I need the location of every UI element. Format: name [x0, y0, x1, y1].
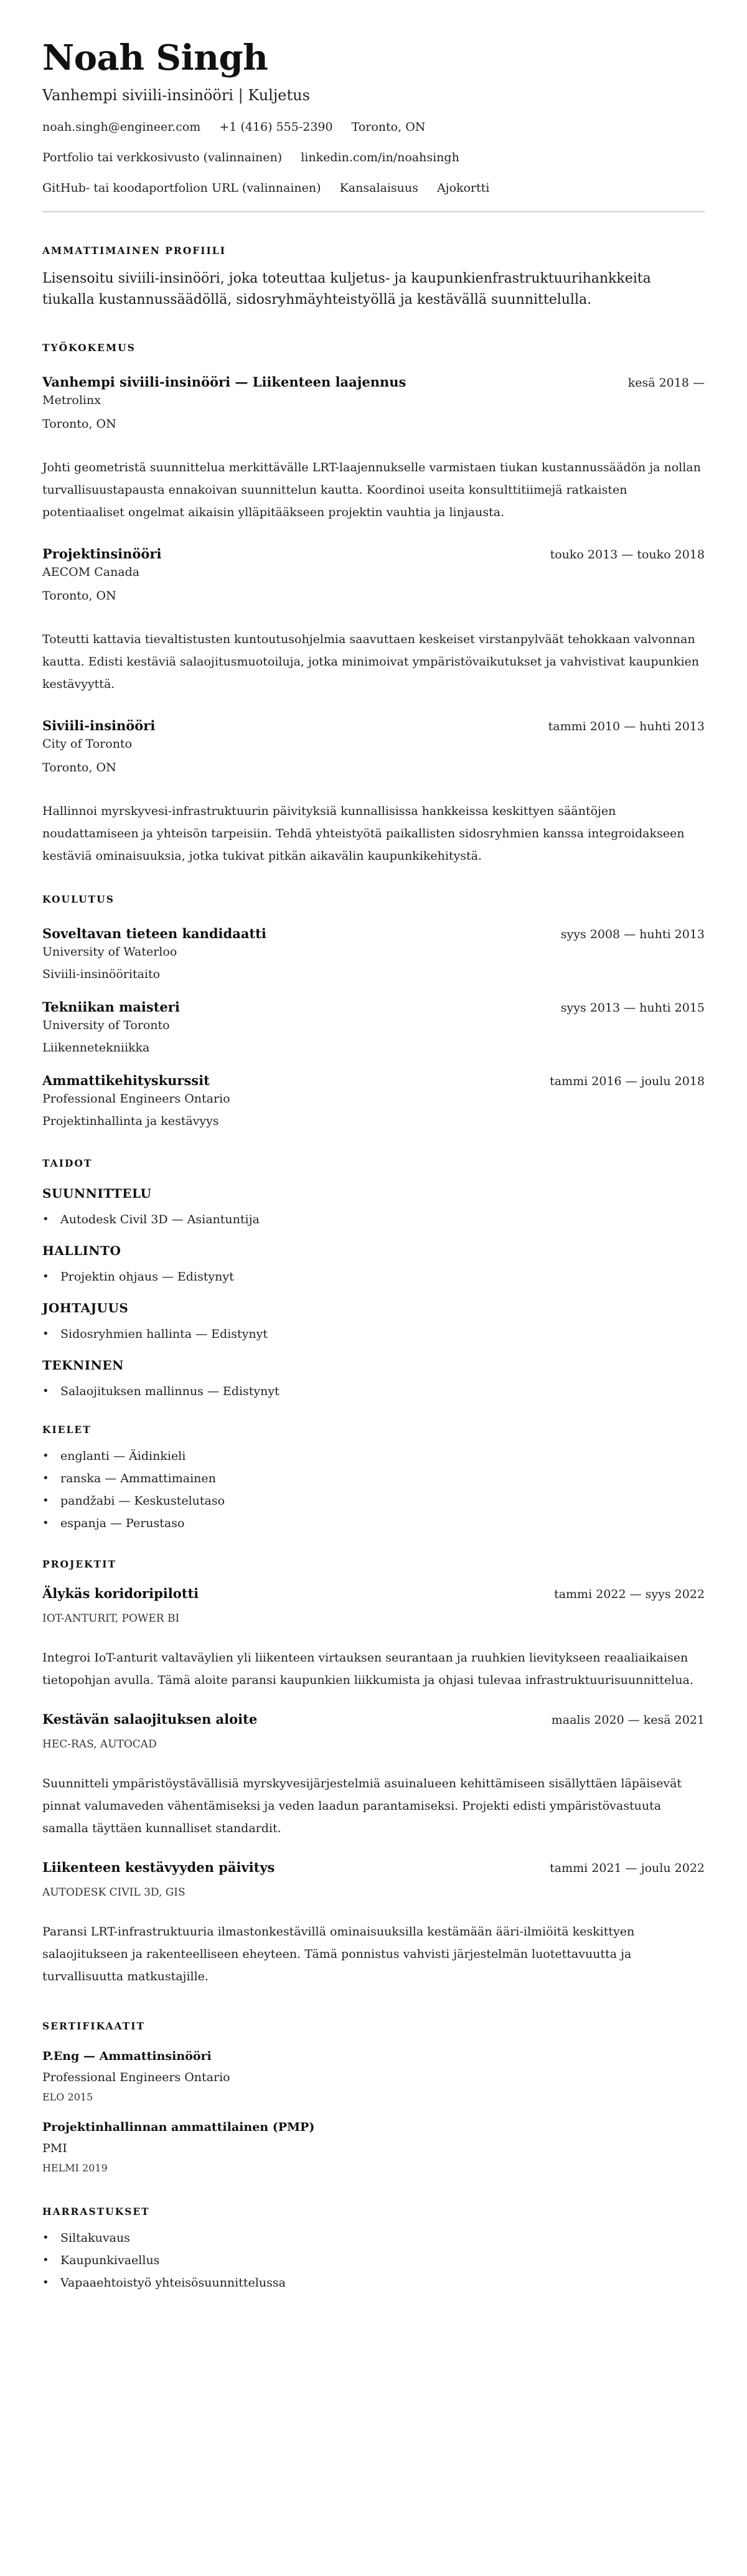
job-dates: touko 2013 — touko 2018 — [550, 548, 705, 562]
section-title-education: KOULUTUS — [42, 893, 115, 905]
job-entry — [42, 545, 705, 695]
contact-info — [42, 120, 705, 195]
skill-list — [42, 1268, 705, 1286]
section-hobbies — [42, 2206, 705, 2292]
certification-entry — [42, 2047, 705, 2105]
certification-title: Projektinhallinnan ammattilainen (PMP) — [42, 2120, 315, 2134]
school-name: University of Toronto — [42, 1018, 170, 1032]
job-title: Projektinsinööri — [42, 546, 162, 562]
skill-item: • Autodesk Civil 3D — Asiantuntija — [42, 1211, 705, 1228]
project-tech: HEC-RAS, AUTOCAD — [42, 1738, 157, 1751]
section-languages — [42, 1424, 705, 1532]
skill-category: JOHTAJUUS — [42, 1300, 129, 1315]
certification-issuer: PMI — [42, 2141, 67, 2155]
candidate-headline: Vanhempi siviili-insinööri | Kuljetus — [42, 87, 310, 104]
project-dates: tammi 2021 — joulu 2022 — [550, 1861, 705, 1875]
hobby-item: • Siltakuvaus — [42, 2229, 705, 2247]
job-title: Vanhempi siviili-insinööri — Liikenteen laajennus — [42, 374, 406, 390]
skill-item: • Sidosryhmien hallinta — Edistynyt — [42, 1325, 705, 1343]
certification-date: HELMI 2019 — [42, 2162, 108, 2174]
job-dates: tammi 2010 — huhti 2013 — [548, 720, 705, 733]
location: Toronto, ON — [351, 120, 426, 134]
section-skills — [42, 1157, 705, 1400]
section-title-profile: AMMATTIMAINEN PROFIILI — [42, 245, 226, 256]
section-education — [42, 893, 705, 1130]
job-location: Toronto, ON — [42, 417, 116, 431]
project-tech: IOT-ANTURIT, POWER BI — [42, 1612, 180, 1625]
email-link[interactable]: noah.singh@engineer.com — [42, 120, 201, 134]
citizenship: Kansalaisuus — [339, 181, 418, 195]
job-company: City of Toronto — [42, 737, 133, 751]
project-entry — [42, 1710, 705, 1840]
certification-entry — [42, 2118, 705, 2176]
degree-title: Ammattikehityskurssit — [42, 1073, 210, 1088]
section-work-experience — [42, 342, 705, 867]
skill-list — [42, 1383, 705, 1400]
hobby-item: • Vapaaehtoistyö yhteisösuunnittelussa — [42, 2274, 705, 2292]
project-description: Suunnitteli ympäristöystävällisiä myrskyvesijärjestelmiä asuinalueen kehittämiseen sisällyttäen läpäisevät pinnat valumaveden vähentämiseksi ja veden laadun parantamiseksi. Projekti edisti ympäristövastuuta samalla täyttäen kunnalliset standardit. — [42, 1777, 682, 1835]
education-dates: tammi 2016 — joulu 2018 — [550, 1074, 705, 1088]
education-entry — [42, 1071, 705, 1130]
field-of-study: Liikennetekniikka — [42, 1041, 150, 1055]
github-link[interactable]: GitHub- tai koodaportfolion URL (valinnainen) — [42, 181, 321, 195]
job-entry — [42, 717, 705, 867]
job-company: Metrolinx — [42, 393, 101, 407]
project-entry — [42, 1584, 705, 1691]
job-description: Toteutti kattavia tievaltistusten kuntoutusohjelmia saavuttaen keskeiset virstanpylväät tehokkaan valvonnan kautta. Edisti kestäviä salaojitusmuotoiluja, jotka minimoivat ympäristövaikutukset ja vahvistivat kaupunkien kestävyyttä. — [42, 632, 700, 691]
project-title: Älykäs koridoripilotti — [42, 1586, 199, 1601]
section-title-languages: KIELET — [42, 1424, 92, 1436]
skill-category: TEKNINEN — [42, 1358, 124, 1373]
degree-title: Tekniikan maisteri — [42, 999, 180, 1015]
section-certifications — [42, 2020, 705, 2176]
section-projects — [42, 1558, 705, 1988]
section-title-skills: TAIDOT — [42, 1157, 93, 1169]
section-title-certifications: SERTIFIKAATIT — [42, 2020, 146, 2032]
skill-item: • Salaojituksen mallinnus — Edistynyt — [42, 1383, 705, 1400]
project-title: Kestävän salaojituksen aloite — [42, 1711, 258, 1727]
field-of-study: Projektinhallinta ja kestävyys — [42, 1114, 219, 1128]
hobby-item: • Kaupunkivaellus — [42, 2252, 705, 2269]
skill-list — [42, 1325, 705, 1343]
education-dates: syys 2013 — huhti 2015 — [560, 1001, 705, 1015]
education-dates: syys 2008 — huhti 2013 — [560, 928, 705, 941]
section-title-projects: PROJEKTIT — [42, 1558, 116, 1570]
phone-number[interactable]: +1 (416) 555-2390 — [219, 120, 333, 134]
language-item: • ranska — Ammattimainen — [42, 1470, 705, 1487]
section-title-hobbies: HARRASTUKSET — [42, 2206, 150, 2217]
linkedin-link[interactable]: linkedin.com/in/noahsingh — [301, 151, 459, 164]
profile-summary: Lisensoitu siviili-insinööri, joka toteuttaa kuljetus- ja kaupunkienfrastruktuurihankkeita tiukalla kustannussäädöllä, sidosryhmäyhteistyöllä ja kestävällä suunnittelulla. — [42, 271, 651, 308]
job-entry — [42, 373, 705, 524]
language-item: • pandžabi — Keskustelutaso — [42, 1492, 705, 1510]
contact-row-extra — [42, 181, 705, 195]
job-location: Toronto, ON — [42, 761, 116, 774]
section-profile — [42, 245, 705, 311]
contact-row-links — [42, 150, 705, 165]
field-of-study: Siviili-insinööritaito — [42, 967, 161, 981]
header-divider — [42, 211, 705, 212]
language-list — [42, 1447, 705, 1532]
education-entry — [42, 924, 705, 983]
project-title: Liikenteen kestävyyden päivitys — [42, 1859, 275, 1875]
education-entry — [42, 998, 705, 1056]
candidate-name: Noah Singh — [42, 37, 268, 78]
skill-item: • Projektin ohjaus — Edistynyt — [42, 1268, 705, 1286]
degree-title: Soveltavan tieteen kandidaatti — [42, 926, 266, 941]
project-description: Integroi IoT-anturit valtaväylien yli liikenteen virtauksen seurantaan ja ruuhkien lievitykseen reaaliaikaisen tietopohjan avulla. Tämä aloite paransi kaupunkien liikkumista ja ohjasi tulevaa infrastruktuurisuunnittelua. — [42, 1651, 693, 1687]
skill-category: SUUNNITTELU — [42, 1186, 152, 1201]
project-entry — [42, 1858, 705, 1988]
project-description: Paransi LRT-infrastruktuuria ilmastonkestävillä ominaisuuksilla kestämään ääri-ilmiöitä keskittyen salaojitukseen ja rakenteelliseen eheyteen. Tämä ponnistus vahvisti järjestelmän luotettavuutta ja turvallisuutta matkustajille. — [42, 1925, 635, 1983]
language-item: • espanja — Perustaso — [42, 1515, 705, 1532]
project-dates: maalis 2020 — kesä 2021 — [551, 1713, 705, 1727]
certification-date: ELO 2015 — [42, 2091, 93, 2103]
certification-issuer: Professional Engineers Ontario — [42, 2071, 230, 2084]
drivers-license: Ajokortti — [436, 181, 490, 195]
job-description: Johti geometristä suunnittelua merkittävälle LRT-laajennukselle varmistaen tiukan kustannussäädön ja nollan turvallisuustapausta ennakoivan suunnittelun kautta. Koordinoi useita konsulttitiimejä ratkaisten potentiaaliset ongelmat aikaisin ylläpitääkseen projektin vauhtia ja linjausta. — [42, 461, 701, 519]
school-name: University of Waterloo — [42, 945, 177, 959]
portfolio-link[interactable]: Portfolio tai verkkosivusto (valinnainen) — [42, 151, 283, 164]
job-location: Toronto, ON — [42, 589, 116, 603]
section-title-work: TYÖKOKEMUS — [42, 342, 136, 354]
project-tech: AUTODESK CIVIL 3D, GIS — [42, 1886, 186, 1899]
skill-category: HALLINTO — [42, 1243, 121, 1258]
job-description: Hallinnoi myrskyvesi-infrastruktuurin päivityksiä kunnallisissa hankkeissa keskittyen sääntöjen noudattamiseen ja yhteisön tarpeisiin. Tehdä yhteistyötä paikallisten sidosryhmien kanssa integroidakseen kestäviä ominaisuuksia, jotka tukivat pitkän aikavälin kaupunkikehitystä. — [42, 804, 685, 863]
job-company: AECOM Canada — [42, 565, 140, 579]
project-dates: tammi 2022 — syys 2022 — [554, 1587, 705, 1601]
job-title: Siviili-insinööri — [42, 718, 156, 733]
contact-row-primary — [42, 120, 705, 134]
skill-list — [42, 1211, 705, 1228]
school-name: Professional Engineers Ontario — [42, 1092, 230, 1106]
hobby-list — [42, 2229, 705, 2292]
language-item: • englanti — Äidinkieli — [42, 1447, 705, 1465]
resume-header — [42, 37, 705, 212]
job-dates: kesä 2018 — — [627, 376, 705, 390]
certification-title: P.Eng — Ammattinsinööri — [42, 2049, 212, 2063]
